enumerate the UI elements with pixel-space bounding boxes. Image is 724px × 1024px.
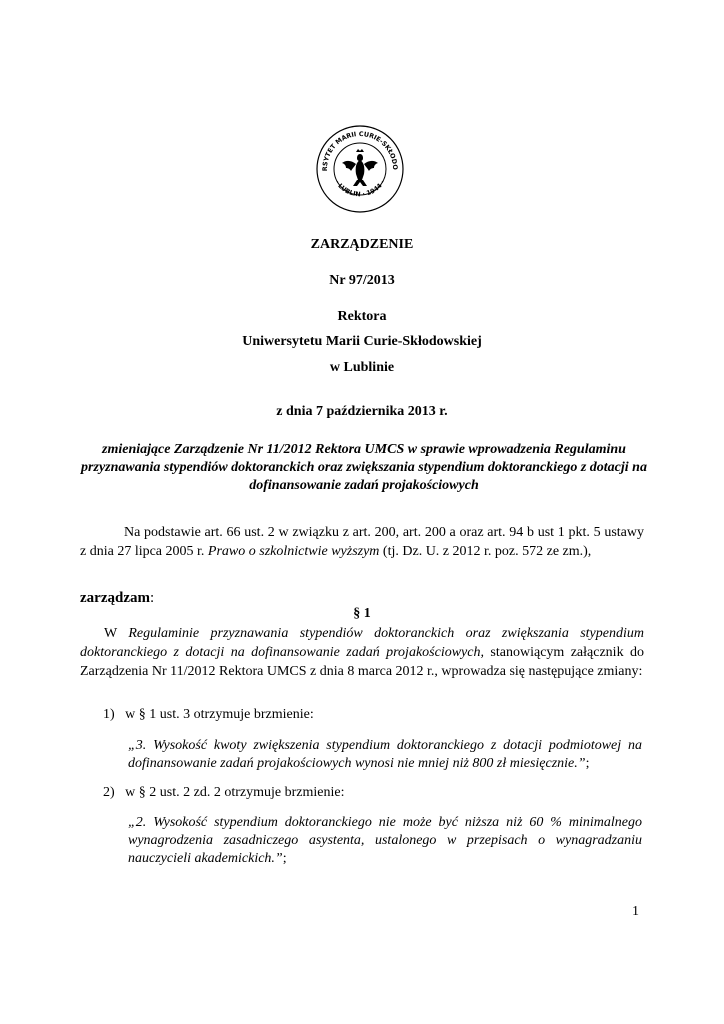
change-item-1 [103, 707, 314, 723]
section-1-suffix: stanowiącym załącznik do Zarządzenia Nr 11/2012 Rektora UMCS z dnia 8 marca 2012 r., wprowadza się następujące zmiany: [80, 645, 645, 679]
section-1-body [80, 624, 644, 681]
page-number: 1 [632, 904, 639, 919]
change-quote-1 [128, 737, 642, 773]
section-1-prefix: W [104, 626, 117, 641]
order-colon: : [149, 590, 155, 606]
issuer-line-2: Uniwersytetu Marii Curie-Skłodowskiej [242, 334, 482, 349]
change-number: 1) [103, 707, 115, 722]
section-1-label: § 1 [353, 606, 371, 621]
change-quote-end: ; [282, 851, 287, 866]
change-text: w § 2 ust. 2 zd. 2 otrzymuje brzmienie: [125, 785, 345, 800]
university-seal [315, 124, 405, 214]
change-quote-end: ; [585, 756, 590, 771]
law-title: Prawo o szkolnictwie wyższym [207, 544, 380, 559]
seal-arc-text: RSYTET MARII CURIE-SKŁODO [320, 129, 400, 172]
document-subject: zmieniające Zarządzenie Nr 11/2012 Rektora UMCS w sprawie wprowadzenia Regulaminu przyznawania stypendiów doktoranckich oraz zwiększania stypendium doktoranckiego z dotacji na dofinansowanie zadań projakościowych [81, 442, 647, 493]
change-item-2 [103, 785, 344, 801]
seal-emblem-icon [315, 124, 405, 214]
change-number: 2) [103, 785, 115, 800]
document-date: z dnia 7 października 2013 r. [276, 404, 448, 419]
legal-basis-after: (tj. Dz. U. z 2012 r. poz. 572 ze zm.), [382, 544, 592, 559]
order-word-text: zarządzam [80, 590, 150, 606]
issuer-line-1: Rektora [337, 309, 387, 324]
regulation-title: Regulaminie przyznawania stypendiów doktoranckich oraz zwiększania stypendium doktoranckiego z dotacji na dofinansowanie zadań projakościowych, [80, 626, 644, 660]
change-text: w § 1 ust. 3 otrzymuje brzmienie: [125, 707, 314, 722]
seal-bottom-text: · LUBLIN · 1944 · [333, 178, 387, 199]
change-quote-text: „2. Wysokość stypendium doktoranckiego nie może być niższa niż 60 % minimalnego wynagrodzenia zasadniczego asystenta, ustalonego w przepisach o wynagradzaniu nauczycieli akademickich.” [128, 815, 642, 866]
document-number: Nr 97/2013 [329, 273, 395, 288]
change-quote-2 [128, 814, 642, 868]
legal-basis-before: Na podstawie art. 66 ust. 2 w związku z art. 200, art. 200 a oraz art. 94 b ust 1 pkt. 5 ustawy z dnia 27 lipca 2005 r. [80, 525, 644, 559]
change-quote-text: „3. Wysokość kwoty zwiększenia stypendium doktoranckiego z dotacji podmiotowej na dofinansowanie zadań projakościowych wynosi nie mniej niż 800 zł miesięcznie.” [128, 738, 642, 771]
issuer-line-3: w Lublinie [329, 360, 395, 375]
document-title: ZARZĄDZENIE [310, 237, 414, 252]
legal-basis [80, 523, 644, 561]
order-word [80, 590, 154, 607]
